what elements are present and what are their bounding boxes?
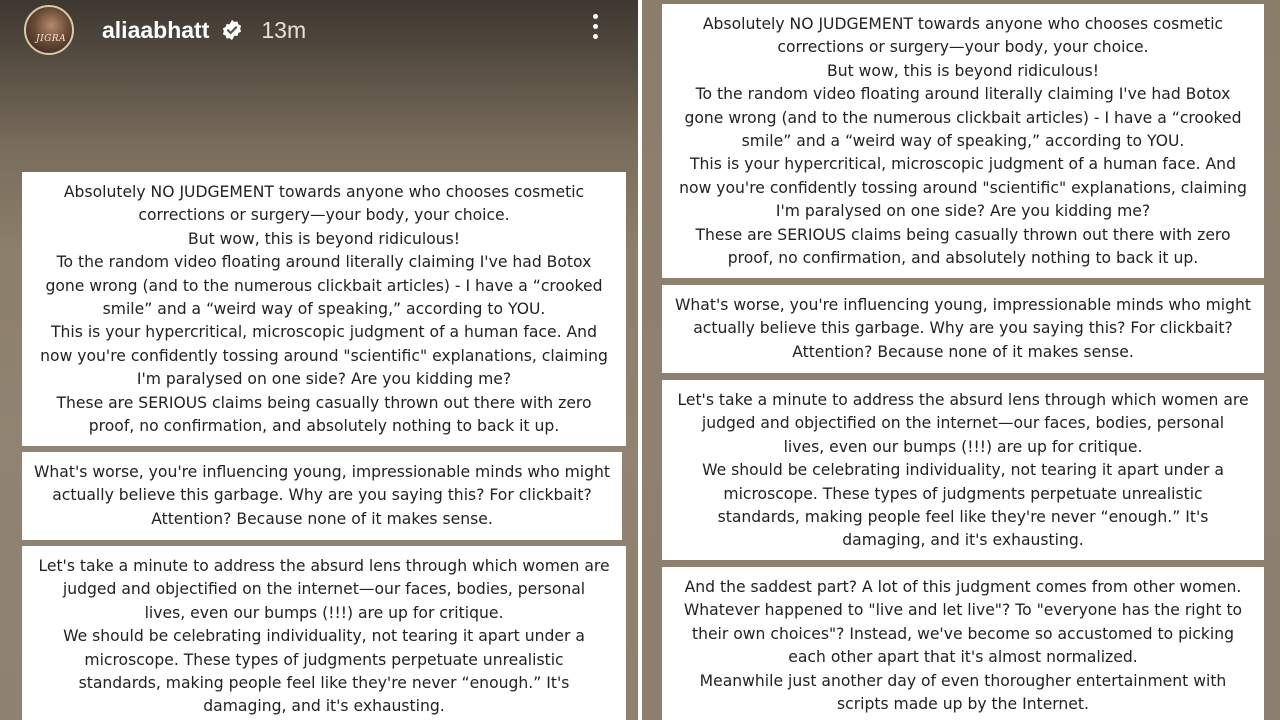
text-line: their own choices"? Instead, we've become so accustomed to picking: [691, 624, 1235, 643]
text-card-worse: [662, 285, 1264, 373]
text-line: actually believe this garbage. Why are you saying this? For clickbait?: [693, 319, 1233, 338]
text-line: each other apart that it's almost normalized.: [788, 648, 1138, 667]
text-line: proof, no confirmation, and absolutely nothing to back it up.: [727, 248, 1199, 267]
text-line: proof, no confirmation, and absolutely nothing to back it up.: [88, 416, 560, 435]
text-line: Absolutely NO JUDGEMENT towards anyone who chooses cosmetic: [63, 183, 585, 201]
text-line: We should be celebrating individuality, not tearing it apart under a: [702, 461, 1224, 480]
text-line: corrections or surgery—your body, your choice.: [138, 206, 510, 225]
text-card-worse: [22, 452, 622, 540]
text-line: gone wrong (and to the numerous clickbait articles) - I have a “crooked: [684, 108, 1242, 127]
text-line: lives, even our bumps (!!!) are up for critique.: [783, 437, 1143, 456]
text-line: damaging, and it's exhausting.: [842, 531, 1084, 550]
text-card-intro: [22, 172, 626, 446]
text-line: actually believe this garbage. Why are you saying this? For clickbait?: [52, 486, 592, 505]
text-line: Absolutely NO JUDGEMENT towards anyone who chooses cosmetic: [702, 15, 1224, 33]
text-card-saddest: [662, 567, 1264, 720]
text-line: scripts made up by the Internet.: [837, 694, 1089, 713]
text-line: lives, even our bumps (!!!) are up for critique.: [144, 603, 504, 622]
text-line: This is your hypercritical, microscopic judgment of a human face. And: [51, 323, 597, 342]
text-line: now you're confidently tossing around "scientific" explanations, claiming: [40, 346, 608, 365]
text-line: And the saddest part? A lot of this judgment comes from other women.: [684, 578, 1242, 596]
text-line: But wow, this is beyond ridiculous!: [188, 229, 460, 248]
text-line: But wow, this is beyond ridiculous!: [827, 61, 1099, 80]
text-line: standards, making people feel like they're never “enough.” It's: [717, 507, 1209, 526]
verified-badge-icon: [221, 19, 243, 41]
text-line: Meanwhile just another day of even thorougher entertainment with: [699, 671, 1227, 690]
text-line: To the random video floating around literally claiming I've had Botox: [56, 253, 592, 272]
text-line: To the random video floating around literally claiming I've had Botox: [695, 85, 1231, 104]
text-line: I'm paralysed on one side? Are you kidding me?: [136, 370, 512, 389]
text-card-lens: [22, 546, 626, 720]
avatar-caption: JIGRA: [36, 34, 67, 44]
username[interactable]: aliaabhatt: [102, 16, 210, 43]
text-card-lens: [662, 380, 1264, 560]
story-panel-left: [0, 0, 638, 720]
text-line: corrections or surgery—your body, your choice.: [777, 38, 1149, 57]
text-line: microscope. These types of judgments perpetuate unrealistic: [723, 484, 1203, 503]
text-line: judged and objectified on the internet—our faces, bodies, personal: [62, 580, 586, 599]
avatar[interactable]: [24, 5, 74, 55]
text-line: Let's take a minute to address the absurd lens through which women are: [677, 391, 1249, 409]
text-line: What's worse, you're influencing young, impressionable minds who might: [675, 296, 1251, 314]
story-panel-right: [642, 0, 1280, 720]
text-line: These are SERIOUS claims being casually thrown out there with zero: [695, 225, 1231, 244]
text-line: These are SERIOUS claims being casually thrown out there with zero: [56, 393, 592, 412]
text-line: Attention? Because none of it makes sense.: [151, 509, 493, 528]
text-card-intro: [662, 4, 1264, 278]
text-line: Attention? Because none of it makes sense.: [792, 342, 1134, 361]
text-line: standards, making people feel like they're never “enough.” It's: [78, 673, 570, 692]
text-line: What's worse, you're influencing young, impressionable minds who might: [34, 463, 610, 481]
text-line: smile” and a “weird way of speaking,” according to YOU.: [741, 131, 1185, 150]
text-line: judged and objectified on the internet—our faces, bodies, personal: [701, 414, 1225, 433]
text-line: Let's take a minute to address the absurd lens through which women are: [38, 557, 610, 575]
text-line: We should be celebrating individuality, not tearing it apart under a: [63, 627, 585, 646]
story-header: [24, 4, 614, 56]
text-line: This is your hypercritical, microscopic judgment of a human face. And: [690, 155, 1236, 174]
text-line: smile” and a “weird way of speaking,” according to YOU.: [102, 299, 546, 318]
text-line: microscope. These types of judgments perpetuate unrealistic: [84, 650, 564, 669]
text-line: now you're confidently tossing around "scientific" explanations, claiming: [679, 178, 1247, 197]
story-timestamp: 13m: [261, 16, 307, 43]
text-line: damaging, and it's exhausting.: [203, 697, 445, 716]
text-line: gone wrong (and to the numerous clickbait articles) - I have a “crooked: [45, 276, 603, 295]
more-options-icon[interactable]: [590, 14, 600, 44]
text-line: Whatever happened to "live and let live"? To "everyone has the right to: [683, 601, 1243, 620]
text-line: I'm paralysed on one side? Are you kidding me?: [775, 202, 1151, 221]
